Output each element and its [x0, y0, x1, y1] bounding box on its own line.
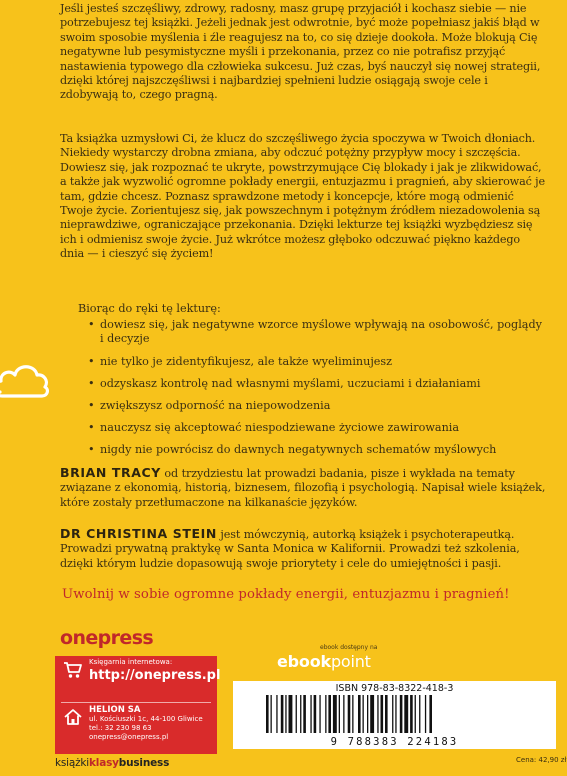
cloud-icon — [0, 356, 54, 400]
bookstore-label: Księgarnia internetowa: — [89, 658, 173, 666]
list-item: • nie tylko je zidentyfikujesz, ale także wyeliminujesz — [88, 355, 548, 369]
divider — [61, 702, 211, 703]
bookstore-link[interactable] — [63, 658, 221, 683]
series-part: business — [118, 757, 170, 769]
ebookpoint-logo — [277, 652, 371, 671]
barcode-digits: 9 788383 224183 — [330, 736, 459, 748]
list-item: • dowiesz się, jak negatywne wzorce myślowe wpływają na osobowość, poglądy i decyzje — [88, 318, 548, 347]
author-name: BRIAN TRACY — [60, 465, 161, 480]
ebook-logo-part: ebook — [277, 652, 331, 671]
isbn-number: ISBN 978-83-8322-418-3 — [335, 683, 454, 694]
list-intro: Biorąc do ręki tę lekturę: — [78, 302, 221, 315]
bookstore-url[interactable]: http://onepress.pl — [89, 668, 221, 683]
onepress-logo: onepress — [60, 627, 154, 649]
benefits-list — [88, 318, 548, 466]
description-paragraph-2: Ta książka uzmysłowi Ci, że klucz do szczęśliwego życia spoczywa w Twoich dłoniach. Niekiedy wystarczy drobna zmiana, aby odczuć potężny przypływ mocy i szczęścia. Dowiesz się, jak rozpoznać te ukryte, powstrzymujące Cię blokady i jak je zlikwidować, a także jak wyzwolić ogromne pokłady energii, entuzjazmu i pragnień, aby skierować je tam, gdzie chcesz. Poznasz sprawdzone metody i koncepcje, które mogą odmienić Twoje życie. Zorientujesz się, jak powszechnym i potężnym źródłem niezadowolenia są nieprawdziwe, ograniczające przekonania. Dzięki lekturze tej książki wyzbędziesz się ich i odmienisz swoje życie. Już wkrótce możesz głęboko odczuwać piękno każdego dnia — i cieszyć się życiem! — [60, 132, 545, 261]
series-part: klasy — [89, 757, 119, 769]
publisher-email[interactable]: onepress@onepress.pl — [89, 733, 169, 741]
tagline: Uwolnij w sobie ogromne pokłady energii, entuzjazmu i pragnień! — [62, 587, 510, 602]
series-part: książki — [55, 757, 90, 769]
author-bio-tracy — [60, 466, 550, 510]
ebook-logo-part: point — [330, 652, 371, 671]
publisher-address: ul. Kościuszki 1c, 44-100 Gliwice — [89, 715, 203, 723]
description-paragraph-1: Jeśli jesteś szczęśliwy, zdrowy, radosny, masz grupę przyjaciół i kochasz siebie — nie potrzebujesz tej książki. Jeżeli jednak jest odwrotnie, być może popełniasz jakiś błąd w swoim sposobie myślenia i źle reagujesz na to, co się dzieje dookoła. Może blokują Cię negatywne lub pesymistyczne myśli i przekonania, przez co nie potrafisz przyjąć nastawienia typowego dla człowieka sukcesu. Już czas, byś nauczył się nowej strategii, dzięki której najszczęśliwsi i najbardziej spełnieni ludzie osiągają swoje cele i zdobywają to, czego pragną. — [60, 2, 541, 102]
cart-icon — [63, 660, 83, 680]
author-name: DR CHRISTINA STEIN — [60, 526, 217, 541]
author-bio-text: od trzydziestu lat prowadzi badania, pisze i wykłada na tematy związane z ekonomią, historią, biznesem, filozofią i psychologią. Napisał wiele książek, które zostały przetłumaczone na kilkanaście języków. — [60, 467, 546, 509]
series-logo — [55, 757, 169, 769]
list-item: • nigdy nie powrócisz do dawnych negatywnych schematów myślowych — [88, 443, 548, 457]
publisher-phone: tel.: 32 230 98 63 — [89, 724, 152, 732]
ebook-caption: ebook dostępny na — [320, 644, 378, 651]
publisher-contact — [63, 705, 213, 742]
publisher-name: HELION SA — [89, 705, 141, 715]
price-label: Cena: 42,90 zł — [516, 756, 567, 764]
list-item: • odzyskasz kontrolę nad własnymi myślami, uczuciami i działaniami — [88, 377, 548, 391]
barcode-box — [233, 681, 556, 749]
author-bio-text: jest mówczynią, autorką książek i psychoterapeutką. Prowadzi prywatną praktykę w Santa Monica w Kalifornii. Prowadzi też szkolenia, dzięki którym ludzie dopasowują swoje priorytety i cele do umiejętności i pasji. — [60, 528, 520, 570]
list-item: • zwiększysz odporność na niepowodzenia — [88, 399, 548, 413]
author-bio-stein — [60, 527, 550, 571]
publisher-info-box — [55, 656, 221, 754]
list-item: • nauczysz się akceptować niespodziewane życiowe zawirowania — [88, 421, 548, 435]
house-icon — [63, 707, 83, 727]
barcode-bars — [266, 695, 524, 733]
